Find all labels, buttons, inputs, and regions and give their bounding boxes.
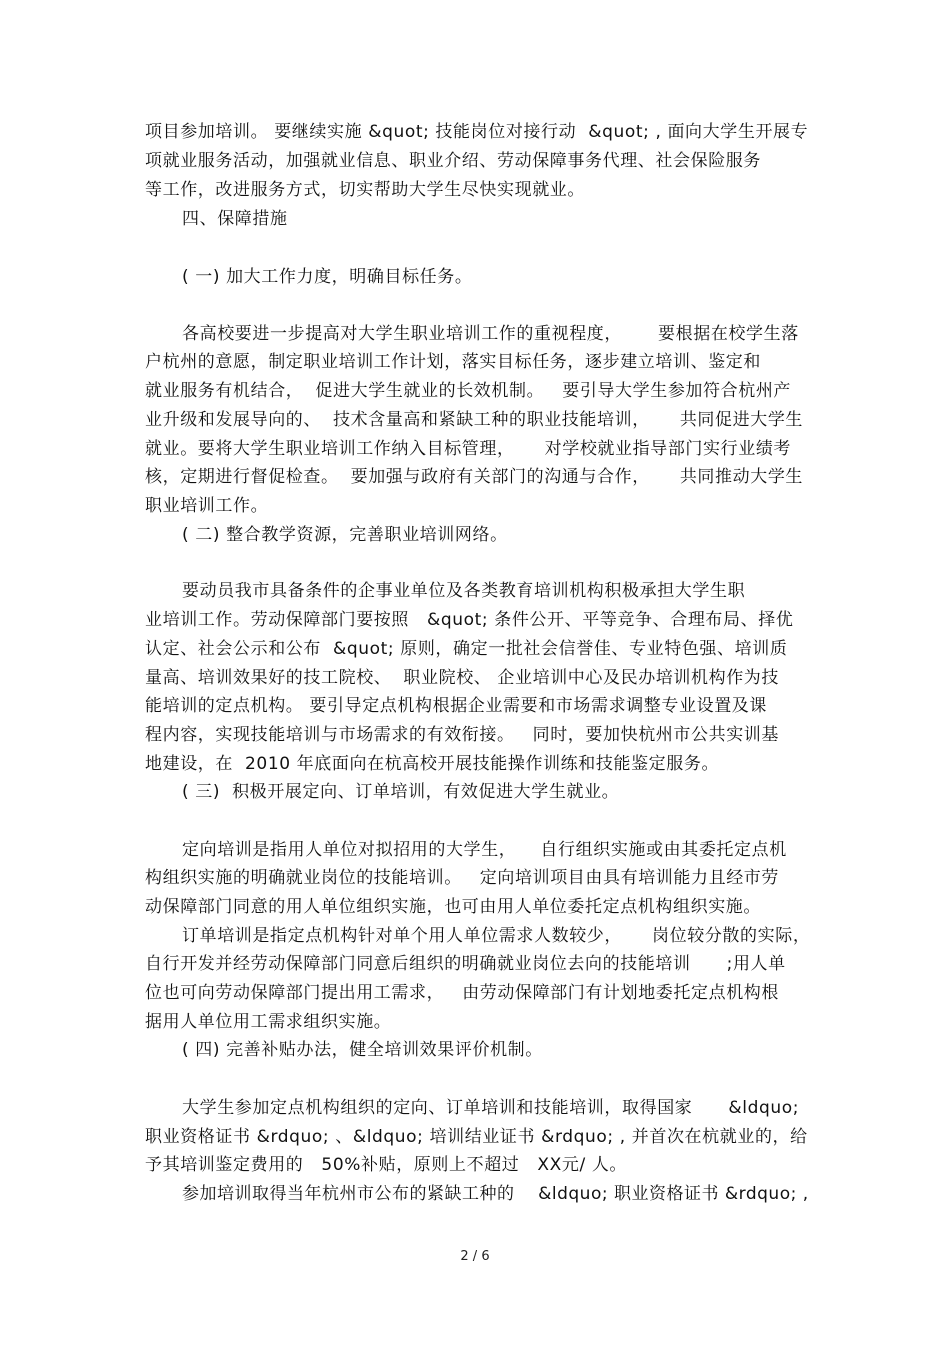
text-line: 核，定期进行督促检查。 要加强与政府有关部门的沟通与合作， 共同推动大学生 <box>145 467 804 487</box>
subsection-heading: ( 二) 整合教学资源，完善职业培训网络。 <box>182 525 508 545</box>
text-line: 量高、培训效果好的技工院校、 职业院校、 企业培训中心及民办培训机构作为技 <box>145 668 780 688</box>
text-line: 业升级和发展导向的、 技术含量高和紧缺工种的职业技能培训， 共同促进大学生 <box>145 410 804 430</box>
text-line: 动保障部门同意的用人单位组织实施，也可由用人单位委托定点机构组织实施。 <box>145 897 761 917</box>
text-line: 业培训工作。劳动保障部门要按照 &quot; 条件公开、平等竞争、合理布局、择优 <box>145 610 794 630</box>
text-line: 构组织实施的明确就业岗位的技能培训。 定向培训项目由具有培训能力且经市劳 <box>145 868 780 888</box>
text-line: 就业服务有机结合， 促进大学生就业的长效机制。 要引导大学生参加符合杭州产 <box>145 381 792 401</box>
subsection-heading: ( 一) 加大工作力度，明确目标任务。 <box>182 267 473 287</box>
text-line: 等工作，改进服务方式，切实帮助大学生尽快实现就业。 <box>145 180 585 200</box>
subsection-heading: ( 三) 积极开展定向、订单培训，有效促进大学生就业。 <box>182 782 620 802</box>
text-line: 程内容，实现技能培训与市场需求的有效衔接。 同时，要加快杭州市公共实训基 <box>145 725 780 745</box>
page-number: 2 / 6 <box>460 1249 490 1264</box>
text-line: 订单培训是指定点机构针对单个用人单位需求人数较少， 岗位较分散的实际， <box>182 926 811 946</box>
text-line: 认定、社会公示和公布 &quot; 原则，确定一批社会信誉佳、专业特色强、培训质 <box>145 639 788 659</box>
section-heading: 四、保障措施 <box>182 209 288 229</box>
text-line: 各高校要进一步提高对大学生职业培训工作的重视程度， 要根据在校学生落 <box>182 324 799 344</box>
text-line: 参加培训取得当年杭州市公布的紧缺工种的 &ldquo; 职业资格证书 &rdquo; , <box>182 1184 809 1204</box>
text-line: 据用人单位用工需求组织实施。 <box>145 1012 392 1032</box>
text-line: 职业资格证书 &rdquo; 、&ldquo; 培训结业证书 &rdquo; , 并首次在杭就业的，给 <box>145 1127 808 1147</box>
text-line: 定向培训是指用人单位对拟招用的大学生， 自行组织实施或由其委托定点机 <box>182 840 787 860</box>
text-line: 位也可向劳动保障部门提出用工需求， 由劳动保障部门有计划地委托定点机构根 <box>145 983 780 1003</box>
subsection-heading: ( 四) 完善补贴办法，健全培训效果评价机制。 <box>182 1040 543 1060</box>
text-line: 要动员我市具备条件的企事业单位及各类教育培训机构积极承担大学生职 <box>182 581 746 601</box>
text-line: 能培训的定点机构。 要引导定点机构根据企业需要和市场需求调整专业设置及课 <box>145 696 768 716</box>
text-line: 自行开发并经劳动保障部门同意后组织的明确就业岗位去向的技能培训 ;用人单 <box>145 954 786 974</box>
text-line: 就业。要将大学生职业培训工作纳入目标管理， 对学校就业指导部门实行业绩考 <box>145 439 792 459</box>
text-line: 予其培训鉴定费用的 50%补贴，原则上不超过 XX元/ 人。 <box>145 1155 628 1175</box>
text-line: 户杭州的意愿，制定职业培训工作计划，落实目标任务，逐步建立培训、鉴定和 <box>145 352 761 372</box>
text-line: 地建设，在 2010 年底面向在杭高校开展技能操作训练和技能鉴定服务。 <box>145 754 720 774</box>
text-line: 项就业服务活动，加强就业信息、职业介绍、劳动保障事务代理、社会保险服务 <box>145 151 761 171</box>
text-line: 职业培训工作。 <box>145 496 269 516</box>
text-line: 项目参加培训。 要继续实施 &quot; 技能岗位对接行动 &quot; , 面向大学生开展专 <box>145 122 809 142</box>
text-line: 大学生参加定点机构组织的定向、订单培训和技能培训，取得国家 &ldquo; <box>182 1098 800 1118</box>
